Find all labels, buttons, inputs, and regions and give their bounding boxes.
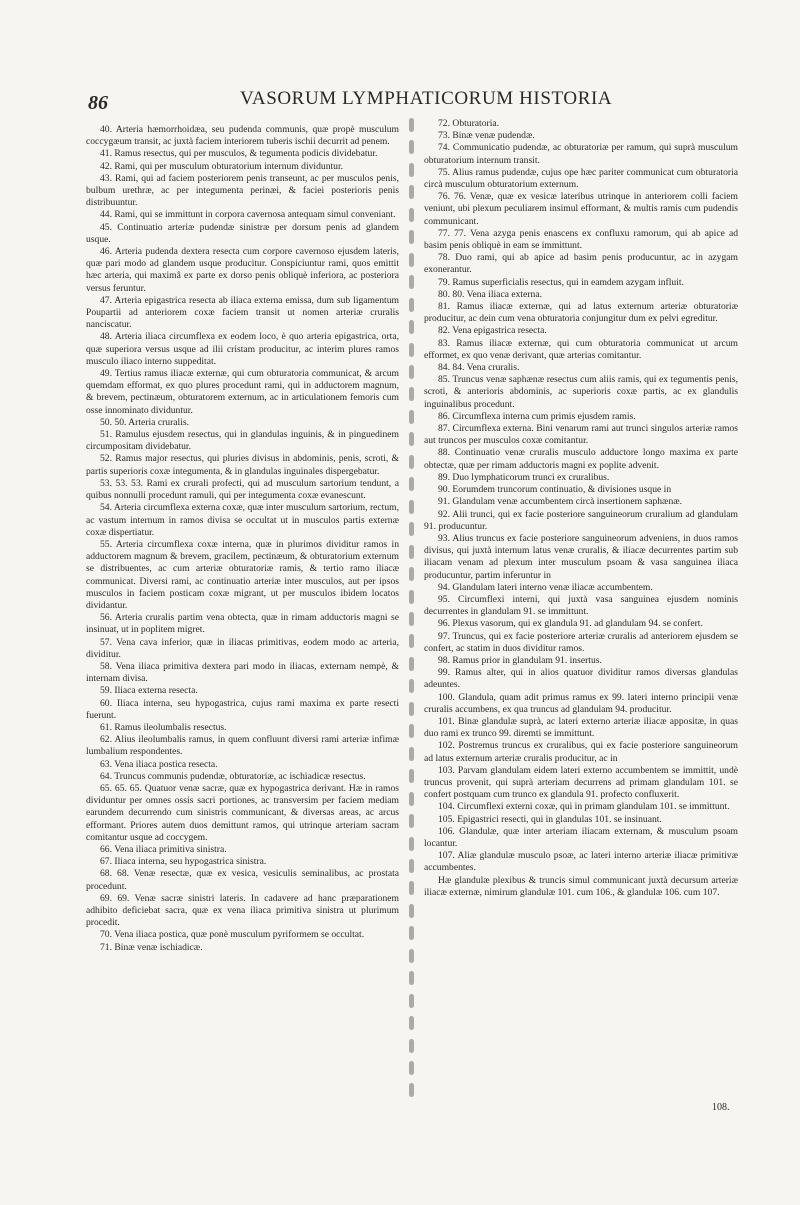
entry: 86. Circumflexa interna cum primis ejusdem ramis. [438,410,636,422]
binding-stitch [409,679,414,693]
binding-stitch [409,881,414,895]
entry: 65. 65. 65. Quatuor venæ sacræ, quæ ex hypogastrica derivant. Hæ in ramos dividuntur per omnes ossis sacri portiones, ac transversim per faciem mediam earundem decurrendo cum sinistris communicant, & diversas areas, ac arcus efformant. Priores autem duos demittunt ramos, qui utrinque arteriam sacram comitantur usque ad coccygem. [86,782,399,843]
binding-stitch [409,118,414,132]
binding-stitch [409,904,414,918]
binding-stitch [409,410,414,424]
entry: 42. Rami, qui per musculum obturatorium internum dividuntur. [100,160,344,172]
binding-stitch [409,837,414,851]
entry: 93. Alius truncus ex facie posteriore sanguineorum adveniens, in duos ramos divisus, qui juxtà internum latus venæ cruralis, & iliacæ decurrentes partim sub iliacam venam ad plexum inter musculum psoam & vasa sanguinea iliaca producuntur, partim inferuntur in [424,532,738,581]
binding-stitch [409,702,414,716]
entry: 43. Rami, qui ad faciem posteriorem penis transeunt, ac per musculos penis, bulbum urethræ, ac per integumenta perinæi, & faciei posterioris penis distribuuntur. [86,172,399,209]
entry: 82. Vena epigastrica resecta. [438,325,547,337]
binding-stitch [409,455,414,469]
entry: 41. Ramus resectus, qui per musculos, & tegumenta podicis dividebatur. [100,148,378,160]
page-number: 86 [88,92,108,114]
entry: 72. Obturatoria. [438,118,500,129]
entry: 59. Iliaca externa resecta. [100,685,198,697]
entry: 52. Ramus major resectus, qui pluries divisus in abdominis, penis, scroti, & partis superioris coxæ integumenta, & in glandulas inguinales dispergebatur. [86,453,399,477]
entry: 97. Truncus, qui ex facie posteriore arteriæ cruralis ad anteriorem ejusdem se confert, ac statim in duos dividitur ramos. [424,630,738,654]
entry: 46. Arteria pudenda dextera resecta cum corpore cavernoso ejusdem lateris, quæ pari modo ad glandem usque producitur. Conspiciuntur rami, quos emittit hæc arteria, qui maximâ ex parte ex dorso penis obliquè inferiora, ac posteriora versus feruntur. [86,246,399,294]
entry: 91. Glandulam venæ accumbentem circà insertionem saphænæ. [438,496,683,508]
entry: 78. Duo rami, qui ab apice ad basim penis producuntur, ac in azygam exonerantur. [424,252,738,276]
binding-stitch [409,971,414,985]
entry: 106. Glandulæ, quæ inter arteriam iliacam externam, & musculum psoam locantur. [424,825,738,849]
entry: 99. Ramus alter, qui in alios quatuor dividitur ramos diversas glandulas adeuntes. [424,667,738,691]
binding-stitch [409,590,414,604]
entry: Hæ glandulæ plexibus & truncis simul communicant juxtà decursum arteriæ iliacæ externæ, nimirum glandulæ 101. cum 106., & glandulæ 106. cum 107. [424,874,738,898]
binding-stitch [409,769,414,783]
binding-stitch [409,185,414,199]
entry: 90. Eorumdem truncorum continuatio, & divisiones usque in [438,484,672,496]
binding-stitch [409,567,414,581]
binding-stitch [409,1039,414,1053]
entry: 56. Arteria cruralis partim vena obtecta, quæ in rimam adductoris magni se insinuat, ut in poplitem migret. [86,612,399,636]
right-column [424,118,738,899]
entry: 69. 69. Venæ sacræ sinistri lateris. In cadavere ad hanc præparationem adhibito deficiebat sacra, quæ ex vena iliaca primitiva sinistra ut plurimum procedit. [86,892,399,929]
binding-stitch [409,163,414,177]
binding-stitch [409,365,414,379]
binding-stitch [409,747,414,761]
entry: 88. Continuatio venæ cruralis musculo adductore longo maxima ex parte obtectæ, quæ per rimam adductoris magni ex poplite advenit. [424,447,738,471]
entry: 44. Rami, qui se immittunt in corpora cavernosa antequam simul conveniant. [100,209,396,221]
entry: 61. Ramus ileolumbalis resectus. [100,721,227,733]
entry: 94. Glandulam lateri interno venæ iliacæ accumbentem. [438,581,653,593]
entry: 79. Ramus superficialis resectus, qui in eamdem azygam influit. [438,276,684,288]
entry: 67. Iliaca interna, seu hypogastrica sinistra. [100,856,267,868]
binding-stitch [409,994,414,1008]
binding-gutter [404,118,418,1098]
binding-stitch [409,477,414,491]
entry: 70. Vena iliaca postica, quæ ponè musculum pyriformem se occultat. [100,929,365,941]
binding-stitch [409,724,414,738]
entry: 66. Vena iliaca primitiva sinistra. [100,843,227,855]
entry: 101. Binæ glandulæ suprà, ac lateri externo arteriæ iliacæ appositæ, in quas duo rami ex trunco 99. diremti se immittunt. [424,715,738,740]
binding-stitch [409,432,414,446]
binding-stitch [409,298,414,312]
entry: 83. Ramus iliacæ externæ, qui cum obturatoria communicat ut arcum efformet, ex quo venæ derivant, quæ arterias comitantur. [424,337,738,361]
entry: 102. Postremus truncus ex cruralibus, qui ex facie posteriore sanguineorum ad latus externum arteriæ cruralis producitur, ac in [424,740,738,764]
binding-stitch [409,792,414,806]
entry: 87. Circumflexa externa. Bini venarum rami aut trunci singulos arteriæ ramos aut truncos per musculos coxæ comitantur. [424,423,738,447]
binding-stitch [409,612,414,626]
binding-stitch [409,1083,414,1097]
entry: 60. Iliaca interna, seu hypogastrica, cujus rami maxima ex parte resecti fuerunt. [86,697,399,721]
left-column [86,124,399,954]
entry: 80. 80. Vena iliaca externa. [438,288,542,300]
binding-stitch [409,320,414,334]
binding-stitch [409,343,414,357]
binding-stitch [409,545,414,559]
entry: 55. Arteria circumflexa coxæ interna, quæ in plurimos dividitur ramos in adductorem magnum & brevem, gracilem, pectinæum, & obturatorium externum se distribuentes, ac cum arteriæ obturatoriæ ramis, & tertio ramo iliacæ communicat. Diversi rami, ac continuatio arteriæ inter musculos, aut per ipsos musculos in faciem posticam coxæ migrant, ut per musculos ibidem locatos dividantur. [86,538,399,611]
entry: 62. Alius ileolumbalis ramus, in quem confluunt diversi rami arteriæ infimæ lumbalium respondentes. [86,734,399,758]
entry: 105. Epigastrici resecti, qui in glandulas 101. se insinuant. [438,813,662,825]
entry: 68. 68. Venæ resectæ, quæ ex vesica, vesiculis seminalibus, ac prostata procedunt. [86,868,399,892]
entry: 58. Vena iliaca primitiva dextera pari modo in iliacas, externam nempè, & internam divisa. [86,660,399,685]
entry: 85. Truncus venæ saphænæ resectus cum aliis ramis, qui ex tegumentis penis, scroti, & anterioris abdominis, ac superioris coxæ partis, ac ex glandulis inguinalibus procedunt. [424,374,738,410]
entry: 76. 76. Venæ, quæ ex vesicæ lateribus utrinque in anteriorem colli faciem veniunt, ubi plexum peculiarem insimul efformant, & multis ramis cum pudendis communicant. [424,191,738,227]
entry: 84. 84. Vena cruralis. [438,362,520,374]
binding-stitch [409,253,414,267]
entry: 100. Glandula, quam adit primus ramus ex 99. lateri interno principii venæ cruralis accumbens, ex qua truncus ad glandulam 94. producitur. [424,691,738,715]
entry: 103. Parvam glandulam eidem lateri externo accumbentem se immittit, undè truncus provenit, qui suprà arteriam decurrens ad primam glandulam 101. se confert postquam cum trunco ex glandula 91. profecto confluxerit. [424,764,738,801]
entry: 107. Aliæ glandulæ musculo psoæ, ac lateri interno arteriæ iliacæ primitivæ accumbentes. [424,850,738,874]
entry: 51. Ramulus ejusdem resectus, qui in glandulas inguinis, & in pinguedinem circumpositam dividebatur. [86,429,399,453]
binding-stitch [409,814,414,828]
running-title: VASORUM LYMPHATICORUM HISTORIA [240,88,613,109]
entry: 48. Arteria iliaca circumflexa ex eodem loco, è quo arteria epigastrica, orta, quæ superiora versus usque ad ilii cristam producitur, ac interim plures ramos musculo iliaco interno suppeditat. [86,331,399,367]
entry: 92. Alii trunci, qui ex facie posteriore sanguineorum cruralium ad glandulam 91. producuntur. [424,508,738,532]
entry: 57. Vena cava inferior, quæ in iliacas primitivas, eodem modo ac arteria, dividitur. [86,636,399,660]
entry: 73. Binæ venæ pudendæ. [438,130,535,142]
entry: 50. 50. Arteria cruralis. [100,416,189,428]
binding-stitch [409,1016,414,1030]
entry: 96. Plexus vasorum, qui ex glandula 91. ad glandulam 94. se confert. [438,618,703,630]
entry: 47. Arteria epigastrica resecta ab iliaca externa emissa, dum sub ligamentum Poupartii ad anteriorem coxæ faciem transit ut nomen arteriæ cruralis nanciscatur. [86,294,399,331]
entry: 98. Ramus prior in glandulam 91. insertus. [438,654,602,666]
entry: 64. Truncus communis pudendæ, obturatoriæ, ac ischiadicæ resectus. [100,770,366,782]
entry: 89. Duo lymphaticorum trunci ex cruralibus. [438,471,610,483]
binding-stitch [409,859,414,873]
binding-stitch [409,949,414,963]
binding-stitch [409,657,414,671]
entry: 54. Arteria circumflexa externa coxæ, quæ inter musculum sartorium, rectum, ac vastum internum in ramos divisa se occultat ut in musculos partis externæ coxæ dispertiatur. [86,502,399,538]
entry: 77. 77. Vena azyga penis enascens ex confluxu ramorum, qui ab apice ad basim penis obliquè in eam se immittunt. [424,227,738,252]
binding-stitch [409,500,414,514]
entry: 40. Arteria hæmorrhoidæa, seu pudenda communis, quæ propè musculum coccygæum transit, ac juxtà faciem interiorem tuberis ischii decurrit ad penem. [86,124,399,148]
entry: 74. Communicatio pudendæ, ac obturatoriæ per ramum, qui suprà musculum obturatorium internum transit. [424,142,738,166]
entry: 95. Circumflexi interni, qui juxtà vasa sanguinea ejusdem nominis decurrentes in glandulam 91. se immittunt. [424,593,738,618]
binding-stitch [409,926,414,940]
binding-stitch [409,208,414,222]
entry: 49. Tertius ramus iliacæ externæ, qui cum obturatoria communicat, & arcum quemdam efformat, ex quo plures procedunt rami, qui in adductorem magnum, & brevem, pectinæum, obturatorem externum, ac in articulationem femoris cum osse innominato dividuntur. [86,368,399,416]
binding-stitch [409,387,414,401]
entry: 104. Circumflexi externi coxæ, qui in primam glandulam 101. se immittunt. [438,801,730,813]
binding-stitch [409,230,414,244]
entry: 63. Vena iliaca postica resecta. [100,758,218,770]
binding-stitch [409,275,414,289]
catchword: 108. [712,1102,730,1113]
entry: 81. Ramus iliacæ externæ, qui ad latus externum arteriæ obturatoriæ producitur, ac dein cum vena obturatoria conjungitur dum ex pelvi egreditur. [424,301,738,325]
entry: 45. Continuatio arteriæ pudendæ sinistræ per dorsum penis ad glandem usque. [86,221,399,245]
binding-stitch [409,634,414,648]
entry: 71. Binæ venæ ischiadicæ. [100,941,203,953]
binding-stitch [409,140,414,154]
binding-stitch [409,522,414,536]
entry: 75. Alius ramus pudendæ, cujus ope hæc pariter communicat cum obturatoria circà musculum obturatorium externum. [424,166,738,191]
binding-stitch [409,1061,414,1075]
entry: 53. 53. 53. Rami ex crurali profecti, qui ad musculum sartorium tendunt, a quibus nonnulli procedunt ramuli, qui per integumenta coxæ evanescunt. [86,477,399,502]
